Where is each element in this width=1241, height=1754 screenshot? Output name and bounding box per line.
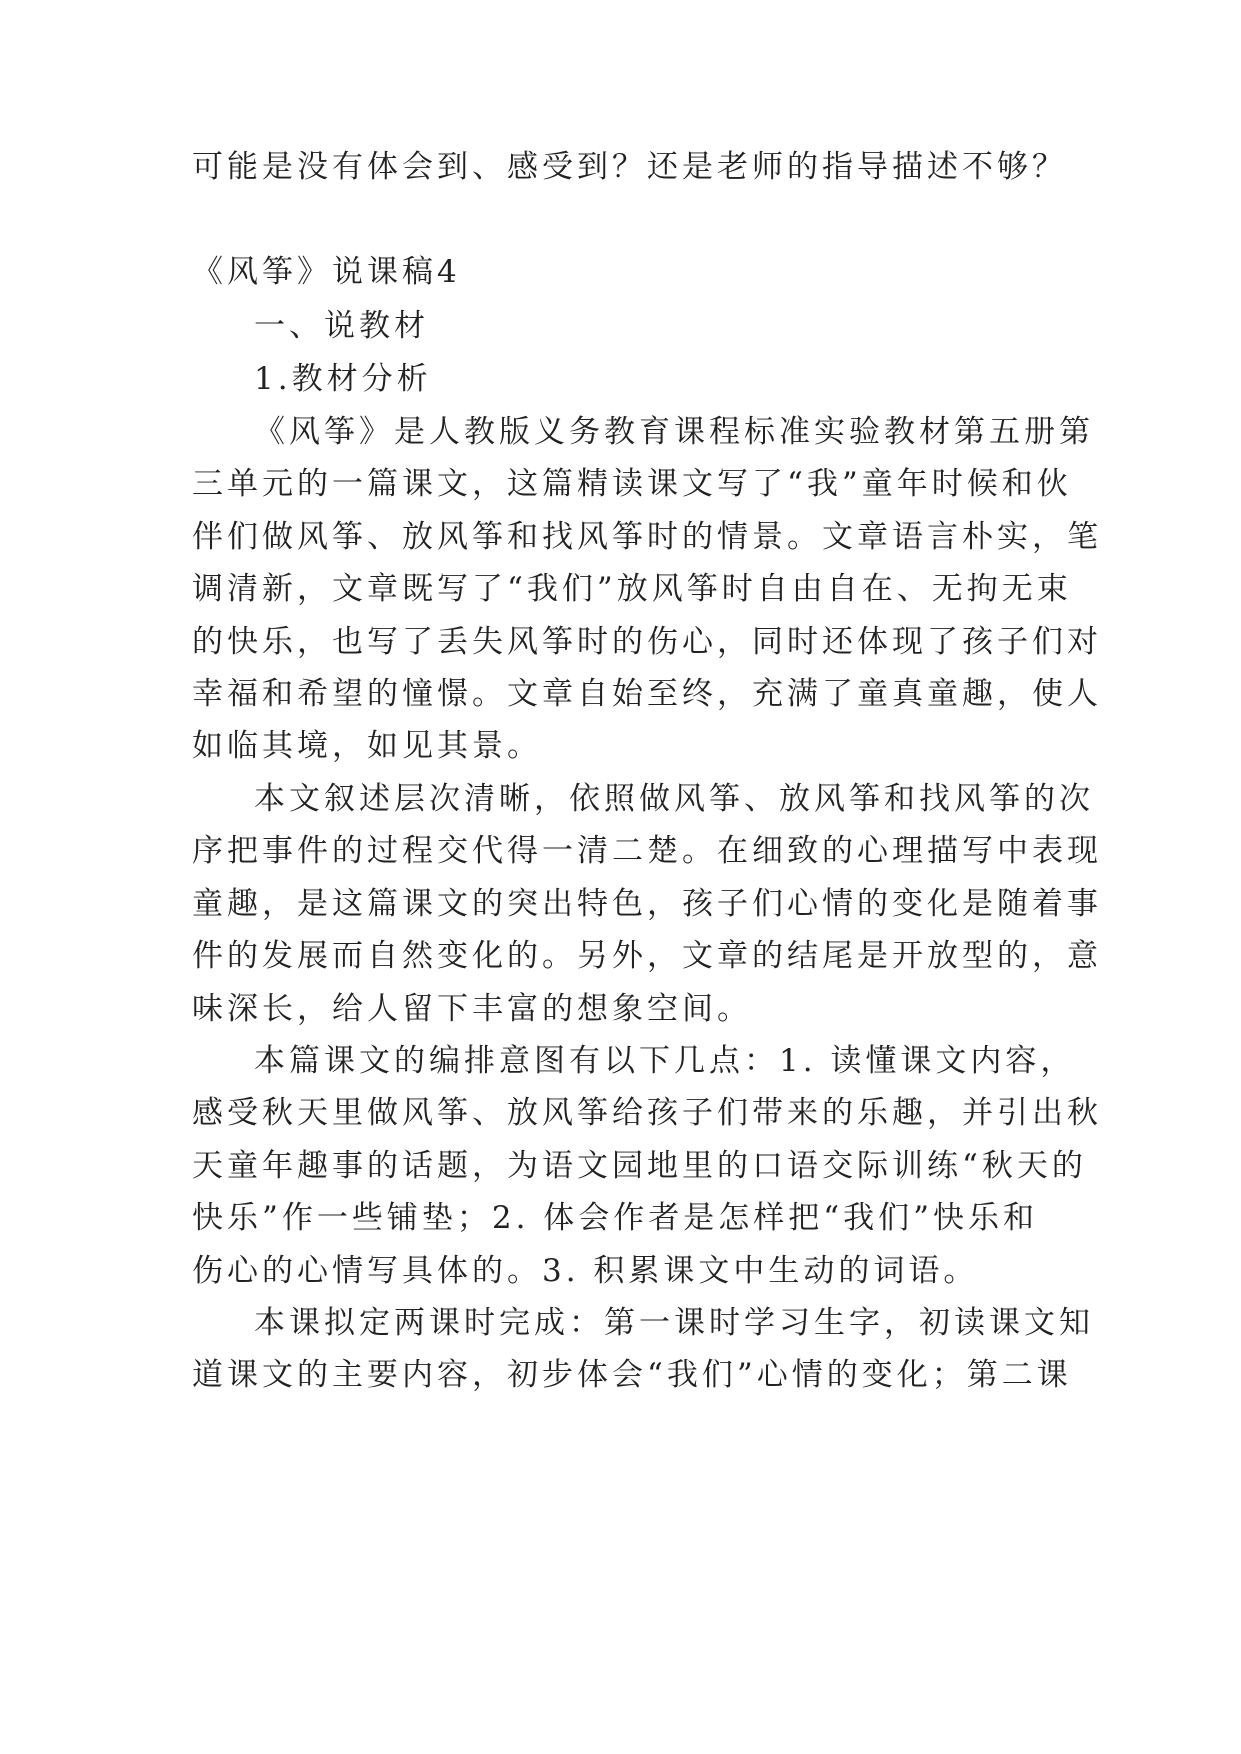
paragraph-line: 本篇课文的编排意图有以下几点：1. 读懂课文内容， (254, 1043, 1076, 1079)
paragraph-line: 本文叙述层次清晰，依照做风筝、放风筝和找风筝的次 (254, 781, 1094, 817)
paragraph-line: 《风筝》是人教版义务教育课程标准实验教材第五册第 (254, 414, 1094, 450)
paragraph-line: 味深长，给人留下丰富的想象空间。 (192, 991, 752, 1027)
paragraph-line: 伤心的心情写具体的。3. 积累课文中生动的词语。 (192, 1253, 979, 1289)
paragraph-line: 的快乐，也写了丢失风筝时的伤心，同时还体现了孩子们对 (192, 624, 1102, 660)
paragraph-line: 快乐”作一些铺垫；2. 体会作者是怎样把“我们”快乐和 (192, 1200, 1038, 1236)
intro-line: 可能是没有体会到、感受到？还是老师的指导描述不够？ (192, 149, 1067, 185)
paragraph-line: 序把事件的过程交代得一清二楚。在细致的心理描写中表现 (192, 833, 1102, 869)
paragraph-line: 调清新，文章既写了“我们”放风筝时自由自在、无拘无束 (192, 571, 1072, 607)
paragraph-line: 件的发展而自然变化的。另外，文章的结尾是开放型的，意 (192, 938, 1102, 974)
paragraph-line: 天童年趣事的话题，为语文园地里的口语交际训练“秋天的 (192, 1148, 1087, 1184)
paragraph-line: 幸福和希望的憧憬。文章自始至终，充满了童真童趣，使人 (192, 676, 1102, 712)
paragraph-line: 伴们做风筝、放风筝和找风筝时的情景。文章语言朴实，笔 (192, 519, 1102, 555)
paragraph-line: 如临其境，如见其景。 (192, 728, 542, 764)
paragraph-line: 感受秋天里做风筝、放风筝给孩子们带来的乐趣，并引出秋 (192, 1095, 1102, 1131)
document-title: 《风筝》说课稿4 (192, 254, 461, 290)
paragraph-line: 童趣，是这篇课文的突出特色，孩子们心情的变化是随着事 (192, 886, 1102, 922)
paragraph-line: 三单元的一篇课文，这篇精读课文写了“我”童年时候和伙 (192, 466, 1072, 502)
paragraph-line: 道课文的主要内容，初步体会“我们”心情的变化；第二课 (192, 1357, 1072, 1393)
subsection-heading: 1.教材分析 (254, 361, 432, 397)
paragraph-line: 本课拟定两课时完成：第一课时学习生字，初读课文知 (254, 1305, 1094, 1341)
section-heading: 一、说教材 (254, 308, 429, 344)
